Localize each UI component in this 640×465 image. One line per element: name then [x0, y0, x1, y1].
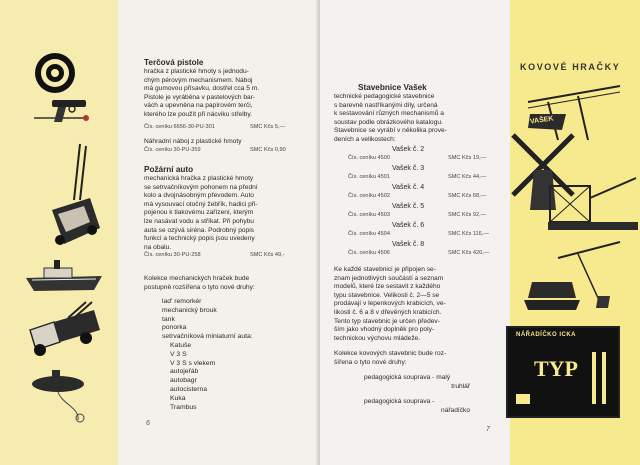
text-line: prodávají v lepenkových krabicích, ve- — [334, 300, 446, 308]
tool-box-logo: TYP — [534, 356, 578, 381]
catalog-number: Čís. ceníku 4503 — [348, 212, 390, 218]
text-line: se setrvačníkovým pohonem na přední — [144, 183, 258, 191]
text-line: soustav podle obrázkového katalogu. — [334, 118, 443, 126]
text-line: vách a upevněna na papírovém terči, — [144, 102, 253, 110]
catalog-number: Čís. ceníku 4501 — [348, 174, 390, 180]
new-set-item — [364, 374, 514, 391]
list-item: ponorka — [162, 324, 187, 332]
price: SMC Kčs 0,90 — [250, 147, 286, 153]
text-line: na obalu. — [144, 243, 172, 251]
construction-set-details — [334, 266, 504, 343]
tool-icon — [602, 352, 606, 404]
catalog-number: Čís. ceníku 4500 — [348, 155, 390, 161]
right-page — [320, 0, 640, 465]
section-title-fire-truck: Požární auto — [144, 165, 194, 174]
section-title-target-pistol: Terčová pistole — [144, 58, 204, 67]
text-line: kterého lze použít při nácviku střelby. — [144, 110, 252, 118]
target-illustration — [34, 52, 76, 94]
crane-label: VAŠEK — [529, 115, 554, 126]
text-line: má vysouvací otočný žebřík, hadici při- — [144, 200, 258, 208]
set-name: Vašek č. 2 — [392, 146, 425, 153]
set-name: Vašek č. 4 — [392, 184, 425, 191]
text-line: nářadíčko — [441, 406, 470, 414]
list-item: autobagr — [170, 377, 197, 385]
construction-model-illustration — [546, 168, 640, 238]
submarine-illustration — [28, 364, 98, 424]
text-line: funkcí a technický popis jsou uvedeny — [144, 235, 255, 243]
list-item: Kuka — [170, 394, 186, 402]
list-item: Trambus — [170, 403, 197, 411]
text-line: chým pérovým mechanismem. Náboj — [144, 76, 253, 84]
text-line: likosti č. 6 a 8 v dřevěných krabicích. — [334, 308, 442, 316]
list-item: V 3 S — [170, 350, 187, 358]
text-line: typu stavebnice. Velikosti č. 2—5 se — [334, 291, 440, 299]
text-line: Tento typ stavebnic je určen předev- — [334, 317, 440, 325]
price: SMC Kčs 68,— — [448, 193, 487, 199]
text-line: pojenou k tlakovému zařízení, kterým — [144, 209, 254, 217]
text-line: Ke každé stavebnici je připojen se- — [334, 266, 436, 273]
fire-truck-illustration — [44, 140, 104, 250]
metal-sets-expansion — [334, 350, 504, 367]
list-item: lad' remorkér — [162, 298, 202, 305]
text-line: hračka z plastické hmoty s jednodu- — [144, 68, 249, 75]
new-set-item — [364, 398, 514, 415]
text-line: pedagogická souprava - malý — [364, 374, 451, 381]
list-item: V 3 S s vlekem — [170, 359, 216, 367]
mechanical-toys-intro — [144, 275, 314, 292]
construction-set-intro — [334, 93, 504, 145]
tool-icon — [592, 352, 596, 404]
price: SMC Kčs 5,— — [250, 124, 286, 130]
set-name: Vašek č. 5 — [392, 203, 425, 210]
page-number: 7 — [486, 426, 490, 433]
catalog-number: Čís. ceníku 30-PU-359 — [144, 147, 201, 153]
page-number: 6 — [146, 420, 150, 427]
text-line: Pistole je vyráběna v pastelových bar- — [144, 93, 256, 101]
tool-box-label: NÁŘADÍČKO ICKA — [516, 332, 576, 338]
list-item: autocisterna — [170, 385, 208, 393]
catalog-number: Čís. ceníku 4504 — [348, 231, 390, 237]
text-line: ším jako vhodný doplněk pro poly- — [334, 326, 435, 334]
text-line: technické pedagogické stavebnice — [334, 93, 435, 100]
target-pistol-description — [144, 68, 310, 120]
fire-truck-description — [144, 175, 310, 252]
price: SMC Kčs 116,— — [448, 231, 489, 237]
catalog-number: Čís. ceníku 4506 — [348, 250, 390, 256]
price: SMC Kčs 49,- — [250, 252, 285, 258]
price: SMC Kčs 420,— — [448, 250, 490, 256]
text-line: znam jednotlivých součástí a seznam — [334, 274, 444, 282]
text-line: lze nasávat vodu a stříkat. Při pohybu — [144, 217, 254, 225]
text-line: modelů, které lze sestavit z každého — [334, 283, 441, 291]
text-line: auta se ozývá siréna. Podrobný popis — [144, 226, 254, 234]
text-line: má gumovou přísavku, dostřel cca 5 m. — [144, 85, 260, 93]
text-line: mechanická hračka z plastické hmoty — [144, 175, 254, 182]
rocket-truck-illustration — [24, 300, 104, 358]
section-header: KOVOVÉ HRAČKY — [520, 62, 621, 72]
price: SMC Kčs 44,— — [448, 174, 487, 180]
text-line: pedagogická souprava - — [364, 398, 435, 405]
catalog-number: Čís. ceníku 30-PU-258 — [144, 252, 201, 258]
list-item: Katuše — [170, 341, 192, 349]
excavator-illustration — [518, 238, 628, 318]
list-item: mechanický brouk — [162, 306, 217, 314]
list-item: setrvačníková miniaturní auta: — [162, 333, 253, 341]
text-line: s barevně nastříkanými díly, určená — [334, 101, 438, 109]
list-item: tank — [162, 315, 175, 323]
text-line: truhlář — [451, 382, 470, 390]
tool-icon — [516, 394, 530, 404]
tugboat-illustration — [24, 258, 104, 294]
set-name: Vašek č. 3 — [392, 165, 425, 172]
spare-ammo-title: Náhradní náboj z plastické hmoty — [144, 138, 242, 145]
text-line: deních a velikostech: — [334, 135, 396, 143]
price: SMC Kčs 19,— — [448, 155, 487, 161]
text-line: postupně rozšířena o tyto nové druhy: — [144, 283, 255, 291]
catalog-number: Čís. ceníku 6656-30-PU-301 — [144, 124, 215, 130]
text-line: Kolekce kovových stavebnic bude roz- — [334, 350, 447, 357]
tool-box-illustration — [506, 326, 620, 418]
set-name: Vašek č. 6 — [392, 222, 425, 229]
dart-illustration — [30, 112, 90, 124]
text-line: Kolekce mechanických hraček bude — [144, 275, 250, 282]
text-line: šířena o tyto nové druhy: — [334, 358, 407, 366]
price: SMC Kčs 92,— — [448, 212, 487, 218]
text-line: Stavebnice se vyrábí v několika prove- — [334, 127, 447, 135]
list-item: autojeřáb — [170, 368, 199, 376]
catalog-number: Čís. ceníku 4502 — [348, 193, 390, 199]
text-line: k sestavování různých mechanismů a — [334, 110, 444, 118]
construction-set-title: Stavebnice Vašek — [358, 83, 427, 92]
new-toys-list — [162, 298, 253, 412]
set-name: Vašek č. 8 — [392, 241, 425, 248]
text-line: kolo a dvojnásobným převodem. Auto — [144, 192, 254, 200]
text-line: technickou výchovu mládeže. — [334, 334, 421, 342]
